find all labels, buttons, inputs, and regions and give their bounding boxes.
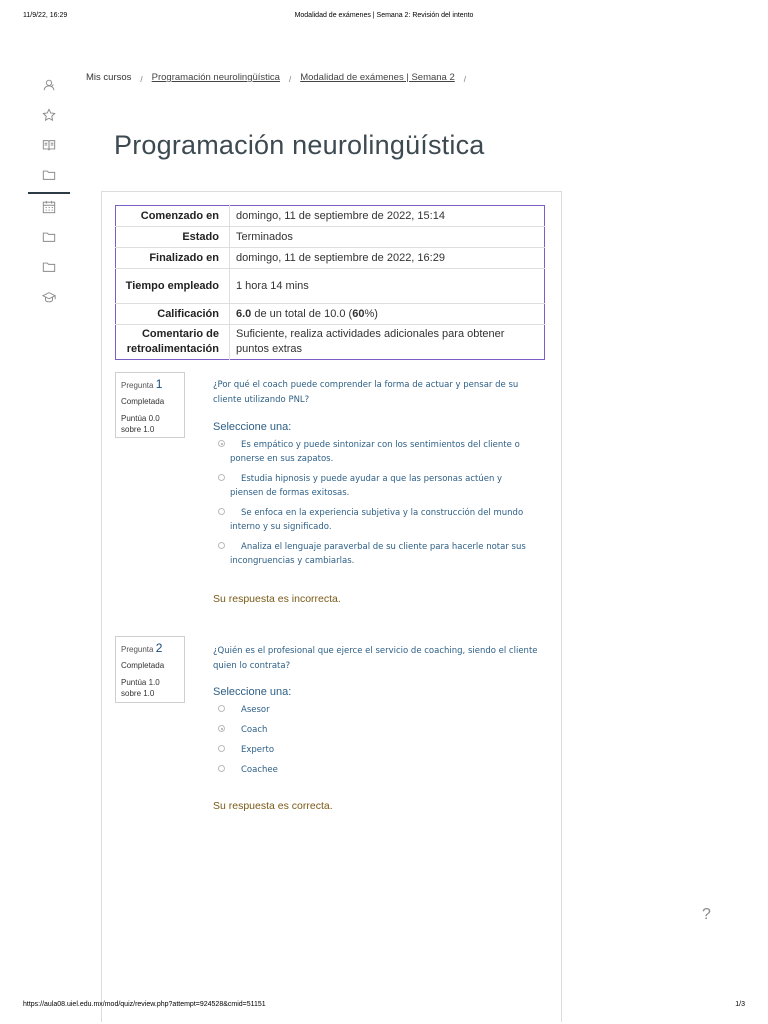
question-state: Completada [121,661,165,670]
folder-icon[interactable] [28,162,70,188]
summary-label: Comentario de retroalimentación [116,325,230,360]
answer-feedback: Su respuesta es incorrecta. [213,593,341,605]
question-text: ¿Quién es el profesional que ejerce el servicio de coaching, siendo el cliente quien lo contrata? [213,646,538,671]
print-url: https://aula08.uiel.edu.mx/mod/quiz/review.php?attempt=924528&cmid=51151 [23,1001,266,1008]
answer-option-text: Es empático y puede sintonizar con los sentimientos del cliente o ponerse en sus zapatos. [230,440,520,464]
answer-option[interactable] [218,703,538,717]
breadcrumb-my-courses[interactable]: Mis cursos [86,72,132,83]
radio-button[interactable] [218,745,225,752]
question-grade: Puntúa 1.0 sobre 1.0 [121,678,160,698]
question-number: 2 [155,641,163,655]
radio-button[interactable] [218,765,225,772]
folder-icon[interactable] [28,254,70,280]
answer-prompt: Seleccione una: [213,686,292,698]
summary-row-state [116,227,545,248]
print-title: Modalidad de exámenes | Semana 2: Revisión del intento [294,12,474,19]
breadcrumb-course[interactable]: Programación neurolingüística [151,72,280,83]
question-state: Completada [121,397,165,406]
summary-row-grade [116,304,545,325]
summary-label: Calificación [116,304,230,325]
summary-row-finished [116,248,545,269]
radio-button[interactable] [218,508,225,515]
summary-label: Comenzado en [116,206,230,227]
summary-value: domingo, 11 de septiembre de 2022, 16:29 [236,251,445,264]
grade-score: 6.0 [236,307,252,320]
radio-button[interactable] [218,440,225,447]
grade-percent-sign: %) [364,307,378,320]
question-number: 1 [155,377,163,391]
user-icon[interactable] [28,72,70,98]
answer-option[interactable] [218,763,538,777]
star-icon[interactable] [28,102,70,128]
summary-value: Terminados [236,230,293,243]
answer-option[interactable] [218,472,538,500]
print-page-number: 1/3 [735,1001,745,1008]
answer-option-text: Estudia hipnosis y puede ayudar a que las personas actúen y piensen de formas exitosas. [230,474,503,498]
summary-row-time-taken [116,269,545,304]
answer-option[interactable] [218,438,538,466]
answer-option-text: Coach [241,725,268,735]
help-icon[interactable]: ? [702,906,711,923]
question-info-box [115,372,185,438]
folder-icon[interactable] [28,224,70,250]
radio-button[interactable] [218,542,225,549]
answer-option[interactable] [218,540,538,568]
breadcrumb [86,72,475,83]
grade-percent: 60 [352,307,365,320]
answer-option[interactable] [218,743,538,757]
radio-button[interactable] [218,725,225,732]
print-header [0,12,768,22]
summary-label: Finalizado en [116,248,230,269]
answer-option-text: Asesor [241,705,270,715]
summary-value [230,304,545,325]
breadcrumb-quiz[interactable]: Modalidad de exámenes | Semana 2 [300,72,455,83]
answer-option-text: Experto [241,745,275,755]
answer-prompt: Seleccione una: [213,421,292,433]
summary-label: Estado [116,227,230,248]
print-datetime: 11/9/22, 16:29 [23,12,68,19]
summary-label: Tiempo empleado [116,269,230,304]
answer-feedback: Su respuesta es correcta. [213,800,333,812]
breadcrumb-separator: / [463,75,467,84]
breadcrumb-separator: / [288,75,292,84]
question-text: ¿Por qué el coach puede comprender la forma de actuar y pensar de su cliente utilizando PNL? [213,380,519,405]
answer-option-text: Analiza el lenguaje paraverbal de su cliente para hacerle notar sus incongruencias y cambiarlas. [230,542,526,566]
book-icon[interactable] [28,132,70,158]
question-grade: Puntúa 0.0 sobre 1.0 [121,414,160,434]
summary-value: 1 hora 14 mins [236,279,309,292]
summary-value: domingo, 11 de septiembre de 2022, 15:14 [236,209,445,222]
answer-option-text: Coachee [241,765,278,775]
graduation-cap-icon[interactable] [28,284,70,310]
radio-button[interactable] [218,705,225,712]
answer-option[interactable] [218,506,538,534]
answer-option-text: Se enfoca en la experiencia subjetiva y la construcción del mundo interno y su significado. [230,508,524,532]
question-info-box [115,636,185,703]
calendar-icon[interactable] [28,194,70,220]
attempt-summary-table [115,205,545,360]
answer-option[interactable] [218,723,538,737]
question-label: Pregunta [121,381,154,390]
page-title: Programación neurolingüística [114,130,485,160]
question-label: Pregunta [121,645,154,654]
summary-row-started [116,206,545,227]
breadcrumb-separator: / [140,75,143,84]
print-footer [0,1001,768,1011]
summary-row-feedback [116,325,545,360]
grade-total: de un total de 10.0 ( [251,307,353,320]
radio-button[interactable] [218,474,225,481]
summary-value: Suficiente, realiza actividades adicionales para obtener puntos extras [236,328,505,355]
